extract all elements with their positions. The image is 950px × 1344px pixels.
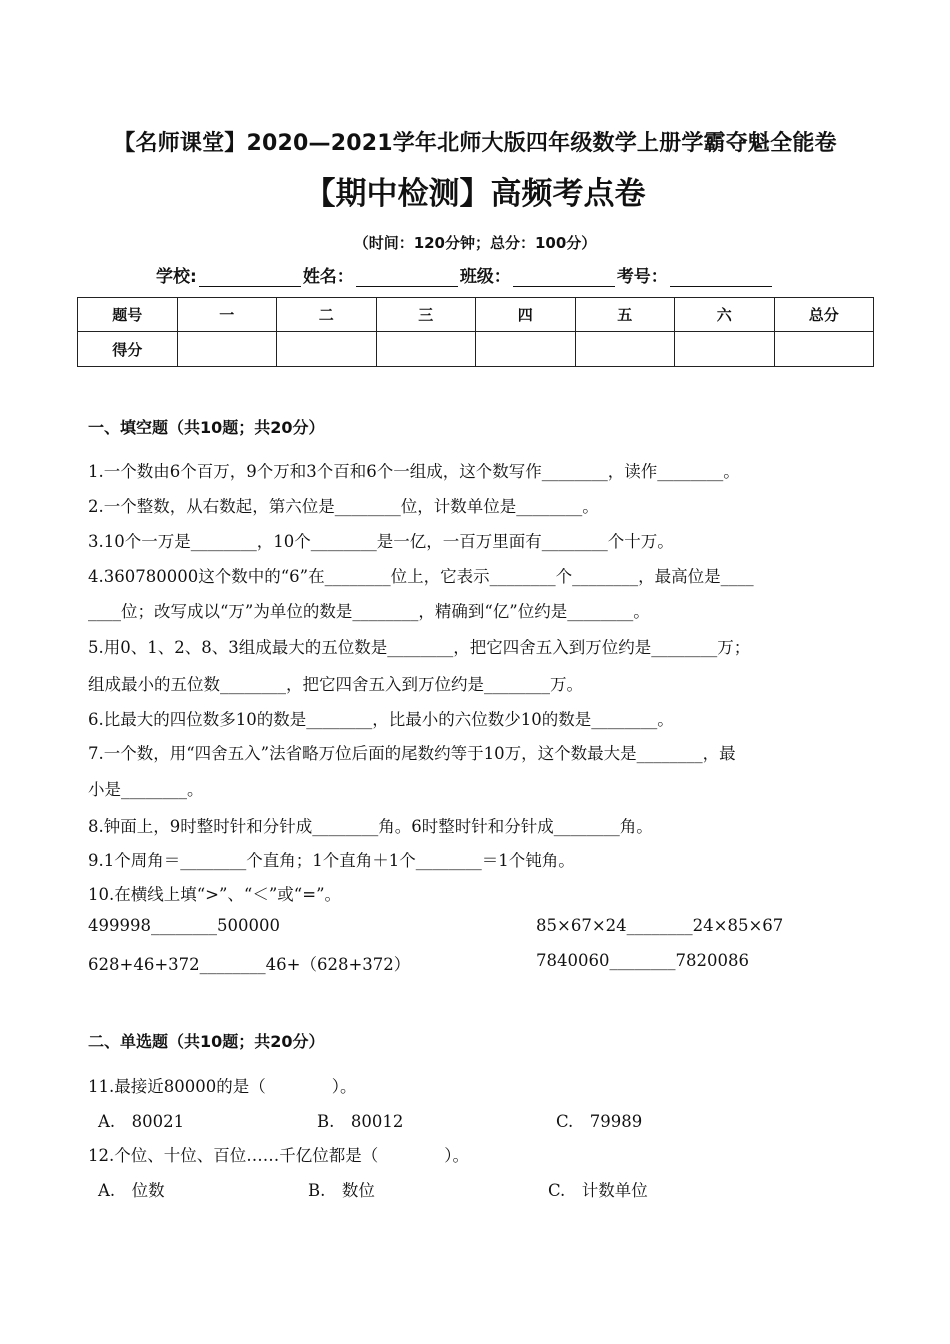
class-blank[interactable] [513,268,615,287]
document-title-line2: 【期中检测】高频考点卷 [304,176,646,212]
name-label: 姓名： [302,267,354,287]
exam-time-info: （时间：120分钟；总分：100分） [353,234,597,252]
section1-heading: 一、填空题（共10题；共20分） [88,418,325,437]
table-cell: 五 [575,298,675,332]
student-info-line [156,262,774,287]
question-line: 4.360780000这个数中的“6”在________位上，它表示________个________，最高位是____ [88,567,754,586]
question-12-stem: 12.个位、十位、百位……千亿位都是（ ）。 [88,1146,469,1165]
question-line: 1.一个数由6个百万，9个万和3个百和6个一组成，这个数写作________，读作________。 [88,462,740,481]
school-blank[interactable] [199,268,301,287]
score-table [77,297,874,367]
exam-no-label: 考号： [616,267,668,287]
score-table-score-row [78,332,874,367]
class-label: 班级： [459,267,511,287]
score-cell[interactable] [376,332,476,367]
option-a[interactable]: A. 位数 [98,1181,165,1200]
compare-item: 499998________500000 [88,916,280,935]
score-cell[interactable] [774,332,874,367]
table-cell: 三 [376,298,476,332]
compare-item: 85×67×24________24×85×67 [536,916,784,935]
score-cell[interactable] [575,332,675,367]
compare-item: 7840060________7820086 [536,951,749,970]
option-c[interactable]: C. 79989 [556,1112,643,1131]
question-line: 7.一个数，用“四舍五入”法省略万位后面的尾数约等于10万，这个数最大是________，最 [88,744,736,763]
option-b[interactable]: B. 数位 [308,1181,375,1200]
document-title-line1: 【名师课堂】2020—2021学年北师大版四年级数学上册学霸夺魁全能卷 [113,131,837,156]
question-line: 5.用0、1、2、8、3组成最大的五位数是________，把它四舍五入到万位约是________万； [88,638,751,657]
table-cell: 得分 [78,332,178,367]
table-cell: 四 [476,298,576,332]
exam-no-blank[interactable] [670,268,772,287]
score-cell[interactable] [277,332,377,367]
score-table-header-row [78,298,874,332]
option-b[interactable]: B. 80012 [317,1112,404,1131]
question-line: 10.在横线上填“>”、“＜”或“=”。 [88,885,342,904]
question-line: ____位；改写成以“万”为单位的数是________，精确到“亿”位约是________。 [88,602,650,621]
question-line: 9.1个周角＝________个直角；1个直角＋1个________＝1个钝角。 [88,851,575,870]
section2-heading: 二、单选题（共10题；共20分） [88,1032,325,1051]
question-line: 组成最小的五位数________，把它四舍五入到万位约是________万。 [88,675,583,694]
question-line: 3.10个一万是________，10个________是一亿，一百万里面有________个十万。 [88,532,674,551]
table-cell: 总分 [774,298,874,332]
compare-item: 628+46+372________46+（628+372） [88,955,411,974]
score-cell[interactable] [675,332,775,367]
question-line: 6.比最大的四位数多10的数是________，比最小的六位数少10的数是________。 [88,710,674,729]
option-a[interactable]: A. 80021 [98,1112,185,1131]
score-cell[interactable] [177,332,277,367]
table-cell: 题号 [78,298,178,332]
table-cell: 六 [675,298,775,332]
question-line: 8.钟面上，9时整时针和分针成________角。6时整时针和分针成________角。 [88,817,653,836]
name-blank[interactable] [356,268,458,287]
score-cell[interactable] [476,332,576,367]
table-cell: 二 [277,298,377,332]
question-line: 小是________。 [88,780,204,799]
question-line: 2.一个整数，从右数起，第六位是________位，计数单位是________。 [88,497,599,516]
school-label: 学校: [156,267,197,287]
table-cell: 一 [177,298,277,332]
question-11-stem: 11.最接近80000的是（ ）。 [88,1077,357,1096]
option-c[interactable]: C. 计数单位 [548,1181,648,1200]
